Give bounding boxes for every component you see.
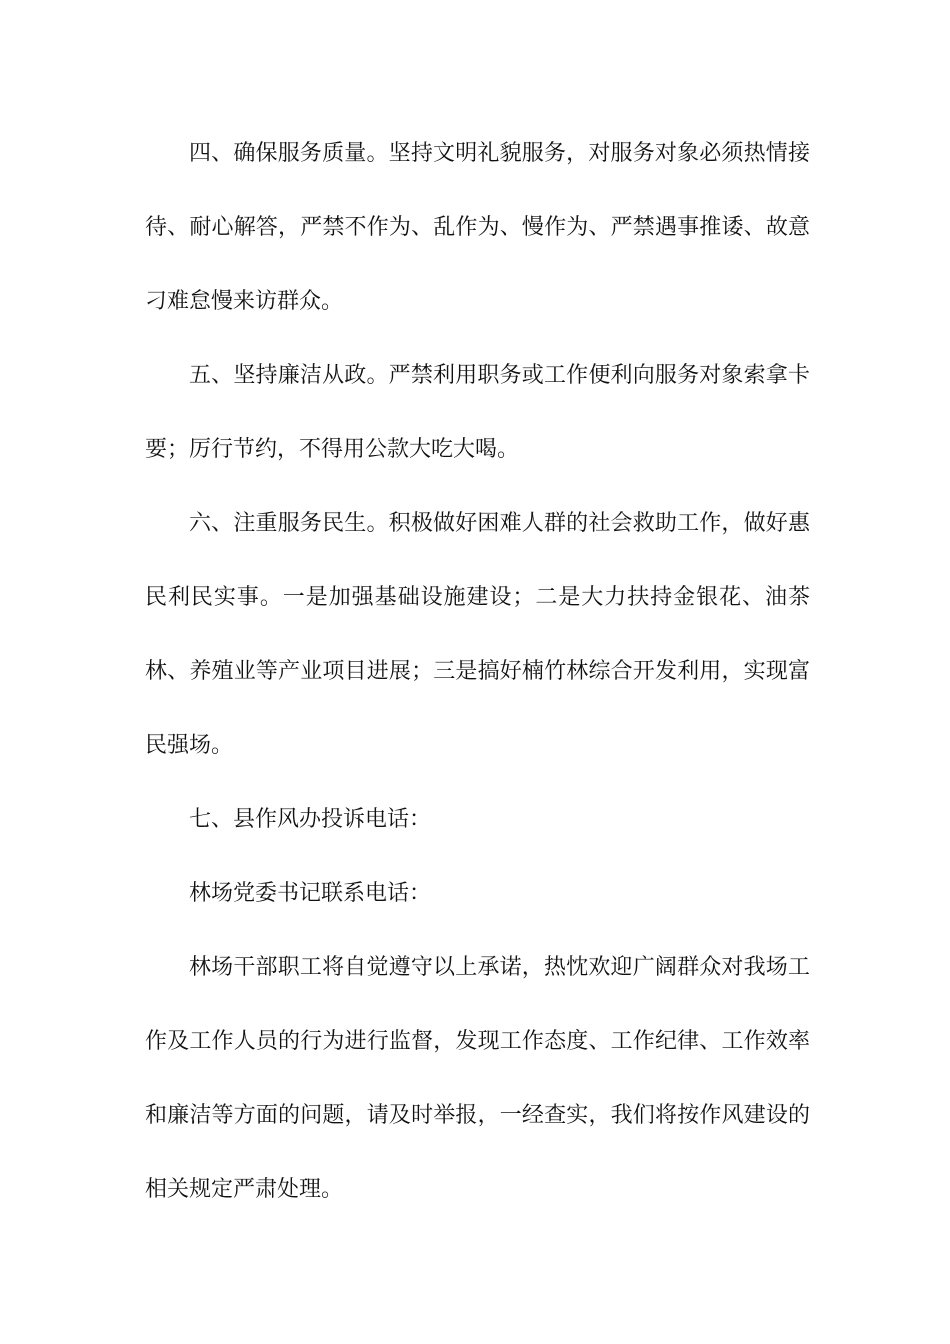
paragraph-livelihood: 六、注重服务民生。积极做好困难人群的社会救助工作，做好惠民利民实事。一是加强基础设施建设；二是大力扶持金银花、油茶林、养殖业等产业项目进展；三是搞好楠竹林综合开发利用，实现富民强场。 [145, 511, 810, 758]
paragraph-complaint-phone: 七、县作风办投诉电话： [189, 807, 432, 832]
paragraph-secretary-phone: 林场党委书记联系电话： [189, 881, 432, 906]
paragraph-service-quality: 四、确保服务质量。坚持文明礼貌服务，对服务对象必须热情接待、耐心解答，严禁不作为、乱作为、慢作为、严禁遇事推诿、故意刁难怠慢来访群众。 [145, 141, 810, 314]
paragraph-commitment: 林场干部职工将自觉遵守以上承诺，热忱欢迎广阔群众对我场工作及工作人员的行为进行监督，发现工作态度、工作纪律、工作效率和廉洁等方面的问题，请及时举报，一经查实，我们将按作风建设的相关规定严肃处理。 [145, 955, 810, 1202]
paragraph-clean-governance: 五、坚持廉洁从政。严禁利用职务或工作便利向服务对象索拿卡要；厉行节约，不得用公款大吃大喝。 [145, 363, 810, 462]
document-body [145, 117, 810, 1227]
